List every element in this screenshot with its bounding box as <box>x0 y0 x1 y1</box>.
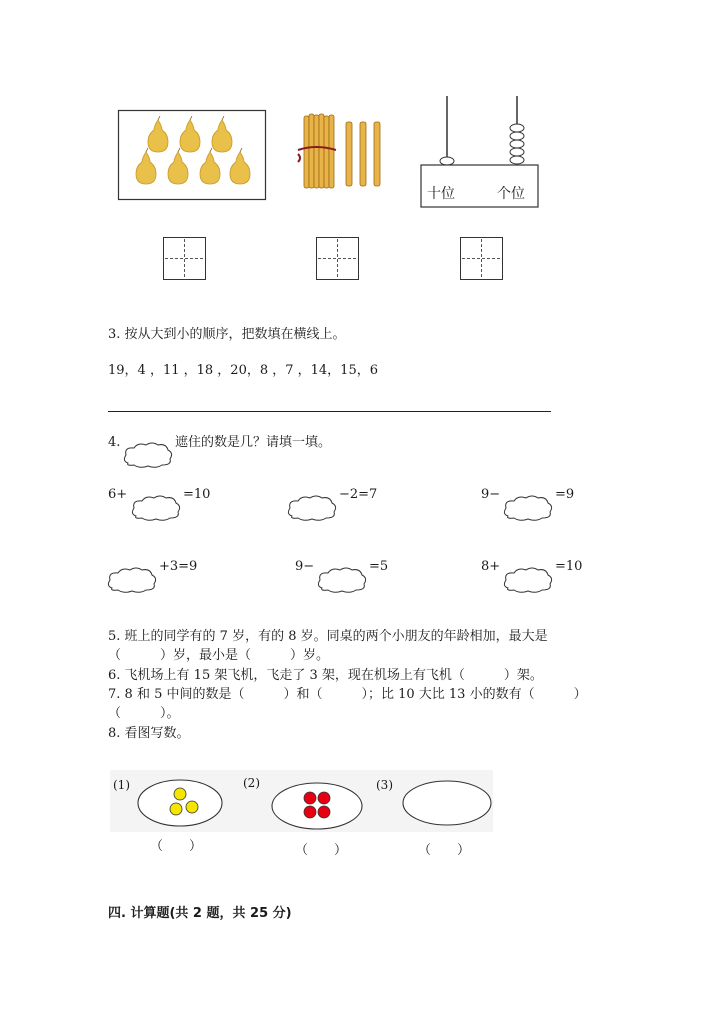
q3-title: 3. 按从大到小的顺序，把数填在横线上。 <box>108 327 346 342</box>
count-dot <box>304 792 316 804</box>
cloud-icon[interactable] <box>502 568 554 594</box>
q8-title: 8. 看图写数。 <box>108 726 190 741</box>
loose-sticks <box>346 122 380 186</box>
cloud-icon[interactable] <box>130 496 182 522</box>
abacus-tens-label: 十位 <box>427 186 455 202</box>
q7-line1: 7. 8 和 5 中间的数是（ ）和（ ）；比 10 大比 13 小的数有（ ） <box>108 687 587 702</box>
cloud-icon[interactable] <box>316 568 368 594</box>
q8-oval-2 <box>270 780 366 832</box>
q4-number: 4. <box>108 435 121 450</box>
q8-oval-1 <box>136 777 226 829</box>
count-dot <box>186 801 198 813</box>
count-dot <box>170 803 182 815</box>
answer-box-3[interactable] <box>460 237 504 281</box>
q4-instruction: 遮住的数是几？请填一填。 <box>175 435 332 450</box>
stick-bundle <box>304 114 334 188</box>
count-dot <box>304 806 316 818</box>
q4-eq6-left: 8+ <box>481 559 501 574</box>
count-dot <box>318 792 330 804</box>
cloud-icon[interactable] <box>502 496 554 522</box>
abacus-ones-label: 个位 <box>497 186 525 202</box>
q8-answer-3[interactable]: （ ） <box>418 843 471 858</box>
answer-box-1[interactable] <box>163 237 207 281</box>
q4-eq3-left: 9− <box>481 487 501 502</box>
q8-label-2: (2) <box>243 776 260 790</box>
cloud-icon[interactable] <box>286 496 338 522</box>
section4-title: 四. 计算题(共 2 题，共 25 分) <box>108 906 292 921</box>
count-dot <box>318 806 330 818</box>
sticks-picture <box>296 112 396 192</box>
q5-line1: 5. 班上的同学有的 7 岁，有的 8 岁。同桌的两个小朋友的年龄相加，最大是 <box>108 629 548 644</box>
q4-eq4-right: +3=9 <box>159 559 198 574</box>
abacus-ones-beads <box>510 124 524 164</box>
cloud-icon <box>122 443 174 469</box>
q6-text: 6. 飞机场上有 15 架飞机，飞走了 3 架，现在机场上有飞机（ ）架。 <box>108 668 543 683</box>
q4-eq3-right: =9 <box>555 487 575 502</box>
pears-picture <box>118 110 268 202</box>
q8-label-3: (3) <box>376 778 393 792</box>
q4-eq1-left: 6+ <box>108 487 128 502</box>
q5-line2: （ ）岁，最小是（ ）岁。 <box>108 648 330 663</box>
answer-box-2[interactable] <box>316 237 360 281</box>
count-dot <box>174 788 186 800</box>
q4-eq1-right: =10 <box>183 487 211 502</box>
q4-eq2-right: −2=7 <box>339 487 378 502</box>
cloud-icon[interactable] <box>106 568 158 594</box>
q4-eq5-left: 9− <box>295 559 315 574</box>
q4-eq5-right: =5 <box>369 559 389 574</box>
q8-label-1: (1) <box>113 778 130 792</box>
q3-answer-line[interactable] <box>108 411 551 412</box>
q3-numbers: 19，4 ，11 ，18 ，20，8 ，7 ，14，15，6 <box>108 363 378 378</box>
q4-eq6-right: =10 <box>555 559 583 574</box>
q8-oval-3 <box>402 779 494 829</box>
q7-line2: （ ）。 <box>108 706 180 721</box>
q8-answer-1[interactable]: （ ） <box>150 839 203 854</box>
q8-answer-2[interactable]: （ ） <box>295 843 348 858</box>
